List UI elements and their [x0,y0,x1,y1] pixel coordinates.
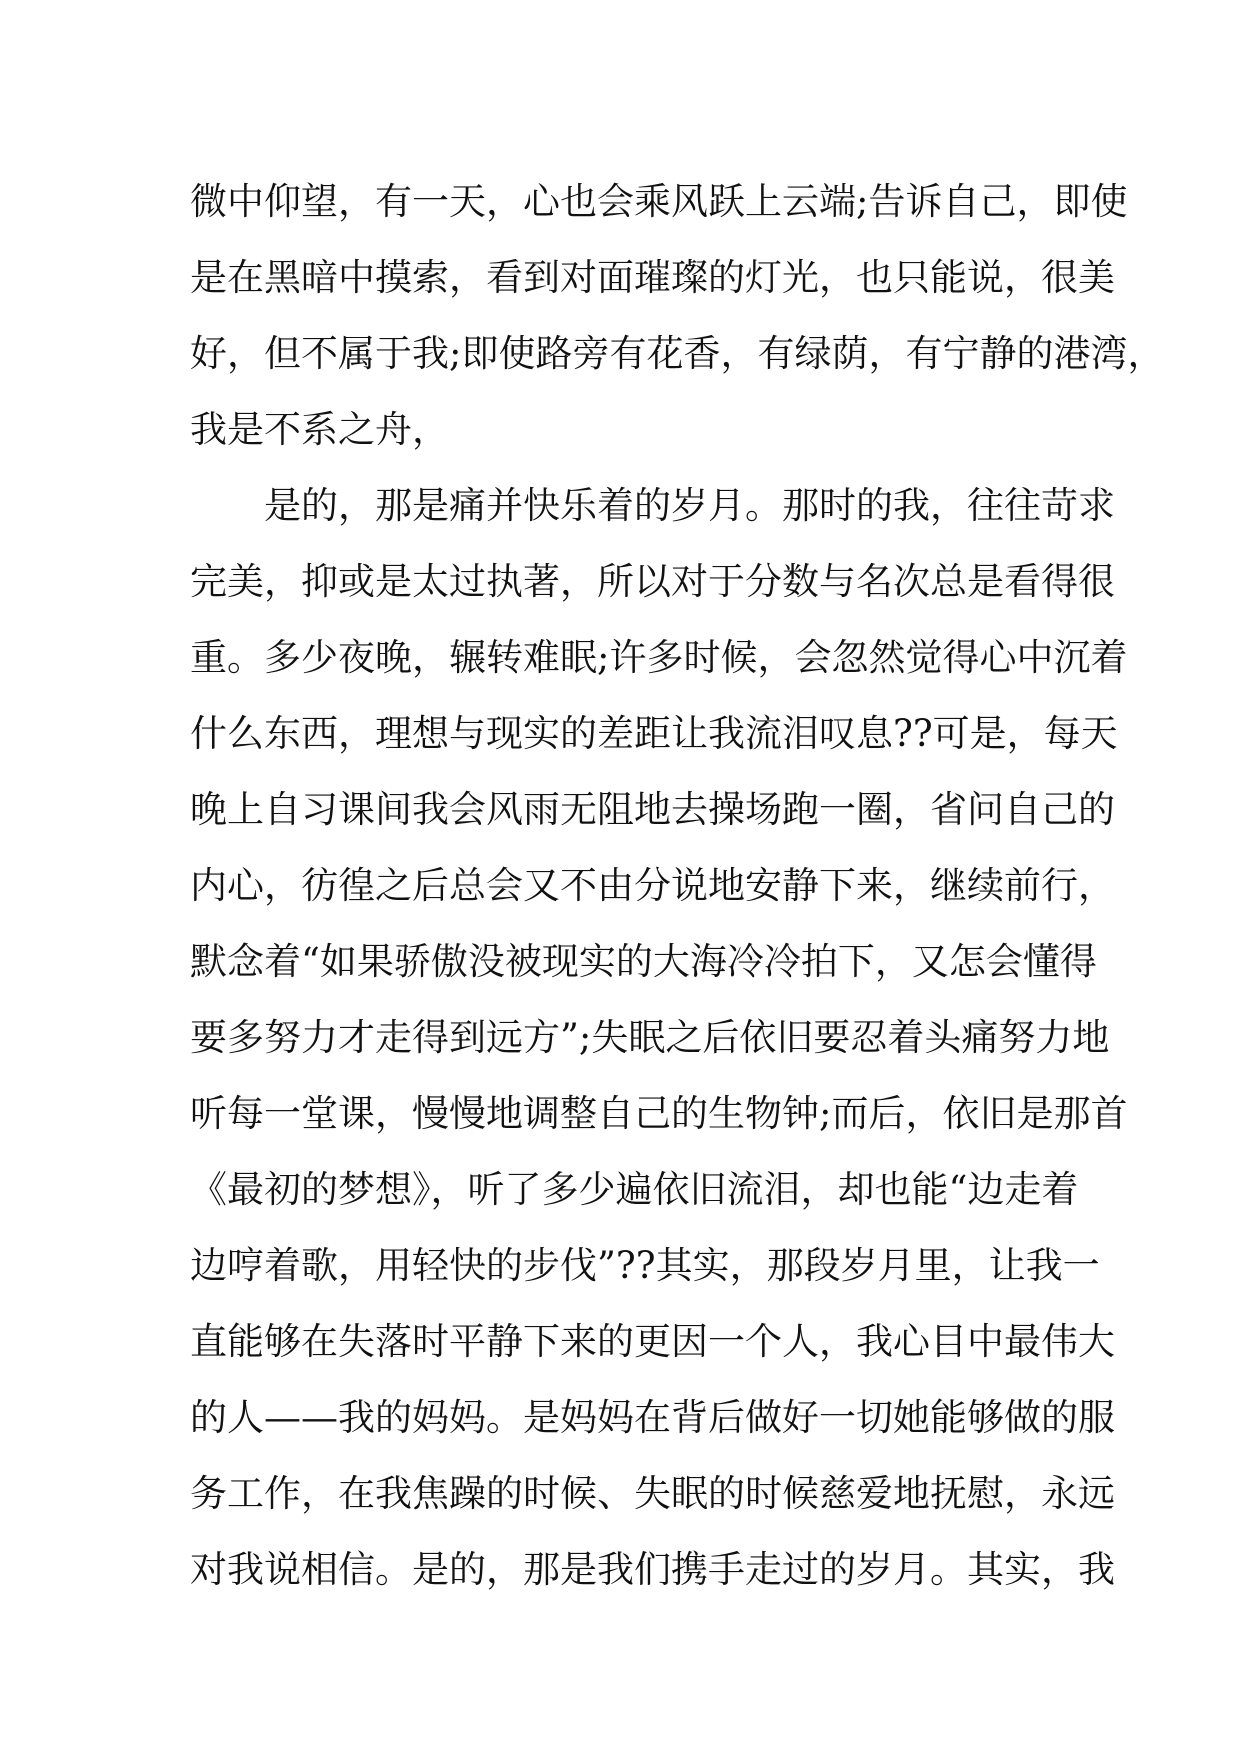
text-line: 务工作，在我焦躁的时候、失眠的时候慈爱地抚慰，永远 [190,1472,1115,1515]
text-line: 默念着“如果骄傲没被现实的大海冷冷拍下，又怎会懂得 [190,940,1097,983]
text-line: 听每一堂课，慢慢地调整自己的生物钟;而后，依旧是那首 [190,1092,1128,1135]
text-line: 要多努力才走得到远方”;失眠之后依旧要忍着头痛努力地 [190,1016,1110,1059]
text-line: 直能够在失落时平静下来的更因一个人，我心目中最伟大 [190,1320,1115,1363]
text-line: 好，但不属于我;即使路旁有花香，有绿荫，有宁静的港湾， [190,332,1165,375]
text-line: 的人——我的妈妈。是妈妈在背后做好一切她能够做的服 [190,1396,1115,1439]
text-line: 微中仰望，有一天，心也会乘风跃上云端;告诉自己，即使 [190,180,1128,223]
text-line: 内心，彷徨之后总会又不由分说地安静下来，继续前行， [190,864,1115,907]
text-line: 边哼着歌，用轻快的步伐”??其实，那段岁月里，让我一 [190,1244,1100,1287]
text-line: 什么东西，理想与现实的差距让我流泪叹息??可是，每天 [190,712,1118,755]
text-line: 晚上自习课间我会风雨无阻地去操场跑一圈，省问自己的 [190,788,1115,831]
text-line: 重。多少夜晚，辗转难眠;许多时候，会忽然觉得心中沉着 [190,636,1128,679]
text-line: 完美，抑或是太过执著，所以对于分数与名次总是看得很 [190,560,1115,603]
paragraph-first-line: 是的，那是痛并快乐着的岁月。那时的我，往往苛求 [264,484,1115,527]
text-line: 我是不系之舟， [190,408,449,451]
body-text [190,164,1165,1608]
text-line: 是在黑暗中摸索，看到对面璀璨的灯光，也只能说，很美 [190,256,1115,299]
text-line: 《最初的梦想》，听了多少遍依旧流泪，却也能“边走着 [190,1168,1079,1211]
text-line: 对我说相信。是的，那是我们携手走过的岁月。其实，我 [190,1548,1115,1591]
